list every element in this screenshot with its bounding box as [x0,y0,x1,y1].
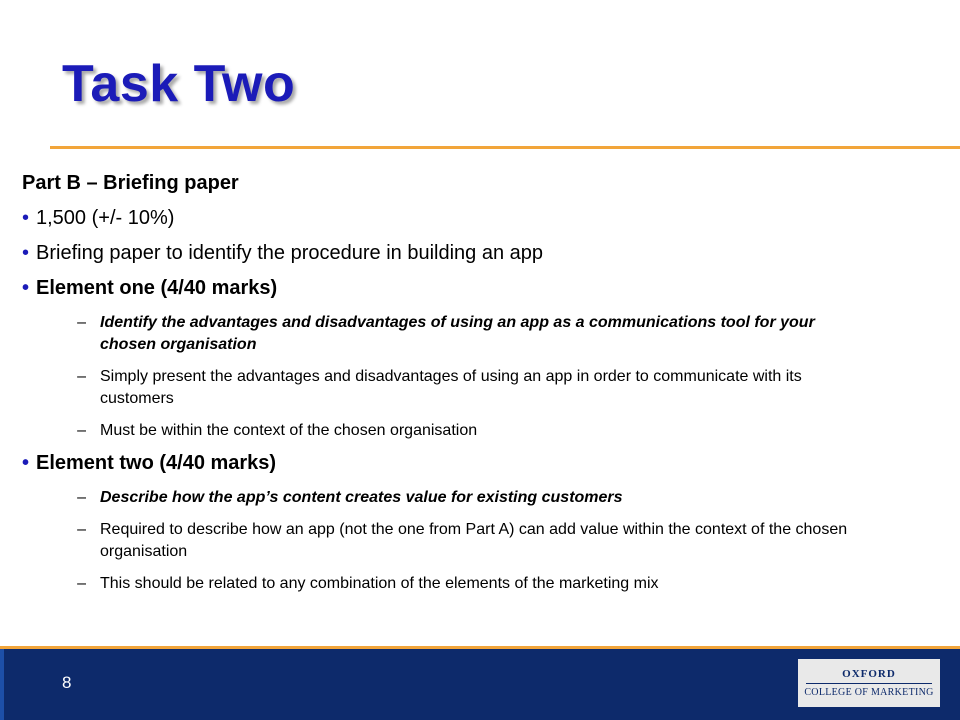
dash-marker: – [77,489,86,506]
bullet-marker: • [22,207,30,229]
sub-point [22,573,932,595]
college-logo [798,659,940,707]
bullet-text: Element two (4/40 marks) [36,452,277,474]
logo-line-oxford: OXFORD [842,668,896,680]
sub-point-text: Simply present the advantages and disadvantages of using an app in order to communicate with its customers [100,368,802,407]
sub-point [22,312,932,356]
sub-point [22,420,932,442]
bullet-text: 1,500 (+/- 10%) [36,207,175,229]
title-divider [50,146,960,149]
dash-marker: – [77,422,86,439]
bullet-word-count [22,207,932,230]
sub-point-text: Must be within the context of the chosen organisation [100,422,478,439]
bullet-element-one [22,277,932,300]
slide-content [22,172,932,605]
logo-rule [806,683,932,684]
slide-number: 8 [62,673,72,692]
slide-title: Task Two [62,55,296,113]
bullet-marker: • [22,452,30,474]
bullet-text: Element one (4/40 marks) [36,277,278,299]
sub-point-text: Identify the advantages and disadvantages of using an app as a communications tool for your chosen organisation [100,314,815,353]
section-heading: Part B – Briefing paper [22,172,239,194]
logo-line-college: COLLEGE OF MARKETING [804,687,934,698]
bullet-purpose [22,242,932,265]
dash-marker: – [77,521,86,538]
dash-marker: – [77,575,86,592]
sub-point-text: Describe how the app’s content creates value for existing customers [100,489,623,506]
footer-bar [0,649,960,720]
sub-point-text: Required to describe how an app (not the one from Part A) can add value within the context of the chosen organisation [100,521,848,560]
bullet-element-two [22,452,932,475]
dash-marker: – [77,368,86,385]
bullet-marker: • [22,242,30,264]
bullet-marker: • [22,277,30,299]
sub-point-text: This should be related to any combination of the elements of the marketing mix [100,575,659,592]
dash-marker: – [77,314,86,331]
sub-point [22,519,932,563]
bullet-text: Briefing paper to identify the procedure in building an app [36,242,544,264]
sub-point [22,366,932,410]
sub-point [22,487,932,509]
